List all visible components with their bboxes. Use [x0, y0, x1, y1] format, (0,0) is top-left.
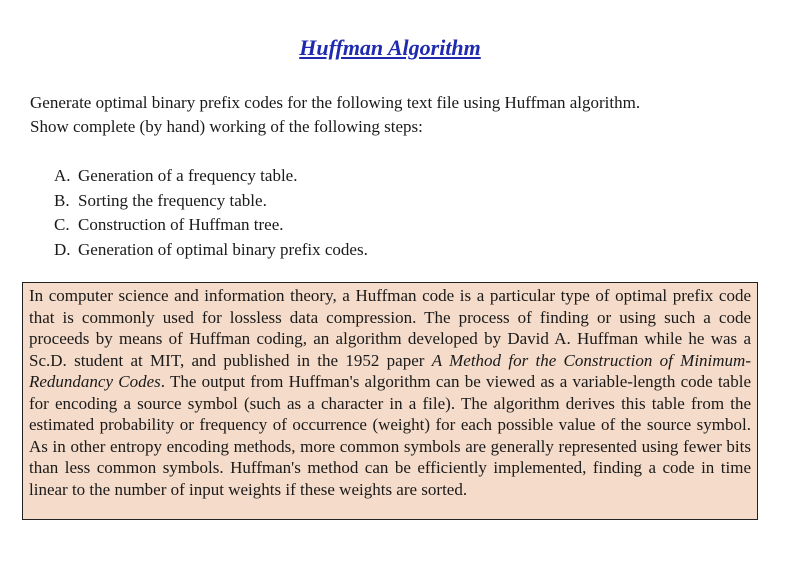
- source-text-part-1: In computer science and information theory, a Huffman code is a particular type of optimal prefix code that is commonly used for lossless data compression. The process of finding or using such a code proceeds by means of Huffman coding, an algorithm developed by David A. Huffman while he was a Sc.D. student at MIT, and published in the 1952 paper: [29, 286, 751, 370]
- step-text: Construction of Huffman tree.: [78, 215, 284, 234]
- intro-paragraph: [30, 91, 770, 139]
- list-item: [54, 164, 368, 189]
- step-letter: A.: [54, 166, 71, 185]
- step-letter: C.: [54, 215, 70, 234]
- page-title: Huffman Algorithm: [299, 35, 481, 60]
- source-text-part-2: . The output from Huffman's algorithm can be viewed as a variable-length code table for encoding a source symbol (such as a character in a file). The algorithm derives this table from the estimated probability or frequency of occurrence (weight) for each possible value of the source symbol. As in other entropy encoding methods, more common symbols are generally represented using fewer bits than less common symbols. Huffman's method can be efficiently implemented, finding a code in time linear to the number of input weights if these weights are sorted.: [29, 372, 751, 499]
- step-text: Generation of a frequency table.: [78, 166, 298, 185]
- step-text: Generation of optimal binary prefix codes.: [78, 239, 368, 259]
- step-letter: B.: [54, 190, 70, 210]
- paper-title: A Method for the Construction of Minimum-Redundancy Codes: [29, 350, 751, 391]
- step-letter: D.: [54, 239, 71, 259]
- intro-line-2: Show complete (by hand) working of the following steps:: [30, 117, 423, 136]
- source-text-box: [22, 282, 758, 520]
- intro-line-1: Generate optimal binary prefix codes for the following text file using Huffman algorithm.: [30, 93, 641, 112]
- list-item: [54, 189, 368, 214]
- step-text: Sorting the frequency table.: [78, 190, 267, 210]
- list-item: [54, 238, 368, 263]
- list-item: [54, 213, 368, 238]
- steps-list: [54, 164, 368, 262]
